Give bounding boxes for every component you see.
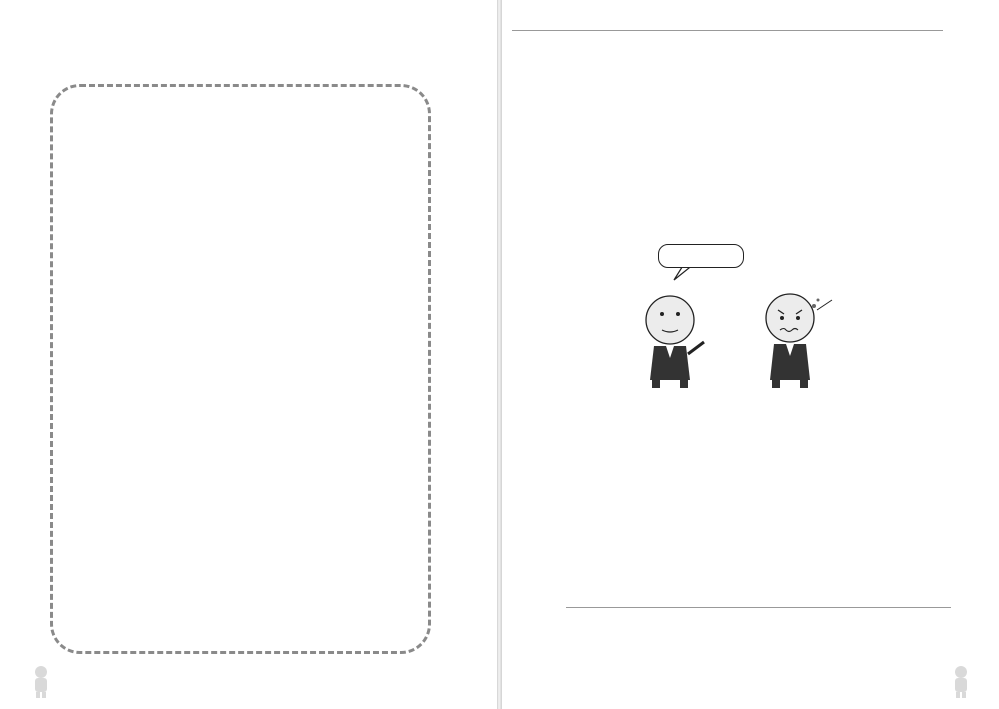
uk-speech-bubble [658, 244, 744, 268]
mascot-icon [950, 664, 972, 698]
mascot-icon [30, 664, 52, 698]
french-ambassador-figure [766, 294, 820, 388]
left-page [0, 0, 497, 709]
column-box [50, 84, 431, 654]
illustration [622, 230, 962, 430]
header-rule [512, 30, 943, 31]
right-page [502, 0, 999, 709]
footnote-rule [566, 607, 951, 608]
british-ambassador-figure [646, 296, 704, 388]
